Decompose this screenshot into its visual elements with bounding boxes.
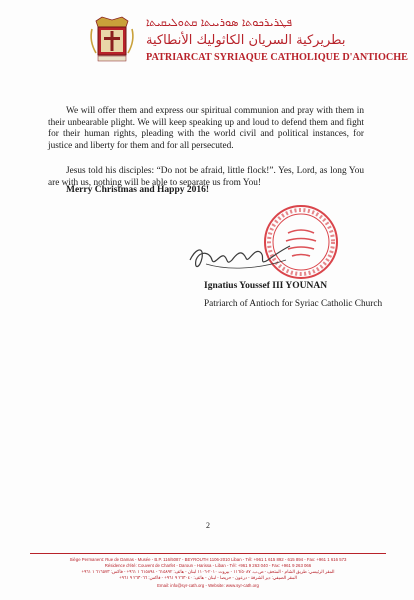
greeting: Merry Christmas and Happy 2016! (66, 185, 210, 195)
footer-contact-line: Email: info@syr-cath.org - Website: www.syr-cath.org (157, 583, 259, 588)
footer-address-line-2: Résidence d'été: Couvent de Charfet - Daroun - Harissa - Liban - Tél: +961 9 263 040 - Fax: +961 9 263 066 (104, 563, 312, 568)
letter-paragraph-2: Jesus told his disciples: “Do not be afraid, little flock!”. Yes, Lord, as long You are with us, nothing will be able to separate us from You! (48, 166, 364, 188)
signatory-title: Patriarch of Antioch for Syriac Catholic Church (204, 299, 383, 309)
header-arabic-title: بطريركية السريان الكاثوليك الأنطاكية (146, 33, 346, 48)
header-syriac-title: ܦܛܪܝܪܟܘܬܐ ܣܘܪܝܝܬܐ ܩܬܘܠܝܩܝܬܐ (146, 16, 292, 29)
page-number: 2 (206, 521, 210, 530)
footer-arabic-line-1: المقر الرئيسي: طريق الشام - المتحف - ص.ب. ١١٦/٥٠٨٧ - بيروت ٢٠١٠-١١٠٦ لبنان - هاتف: ٦١٥٨٩٢ - ٦١٥٨٩٤ ١ ٩٦١+ - فاكس: ٦١٦٥٧٣ ١ ٩٦١+ (81, 569, 335, 574)
signatory-name: Ignatius Youssef III YOUNAN (204, 281, 328, 291)
patriarchate-coat-of-arms-logo (86, 15, 138, 63)
header-french-title: PATRIARCAT SYRIAQUE CATHOLIQUE D'ANTIOCHE (146, 52, 408, 63)
footer-address-line-1: Siège Permanent: Rue de Damas - Musée - B.P. 116/5087 - BEYROUTH 1106-2010 Liban - Tél: +961 1 615 892 - 615 894 - Fax: +961 1 616 573 (69, 557, 347, 562)
footer-arabic-line-2: المقر الصيفي: دير الشرفة - درعون - حريصا - لبنان - هاتف: ٢٦٣٠٤٠ ٩ ٩٦١+ - فاكس: ٢٦٣٠٦٦ ٩ ٩٦١+ (119, 575, 297, 580)
handwritten-signature (186, 230, 296, 280)
letter-paragraph-1: We will offer them and express our spiritual communion and pray with them in their unbearable plight. We will keep speaking up and loud to defend them and fight for their human rights, pleading with the world civil and political instances, for justice and liberty for them and for all persecuted. (48, 106, 364, 151)
footer-divider (30, 553, 386, 554)
